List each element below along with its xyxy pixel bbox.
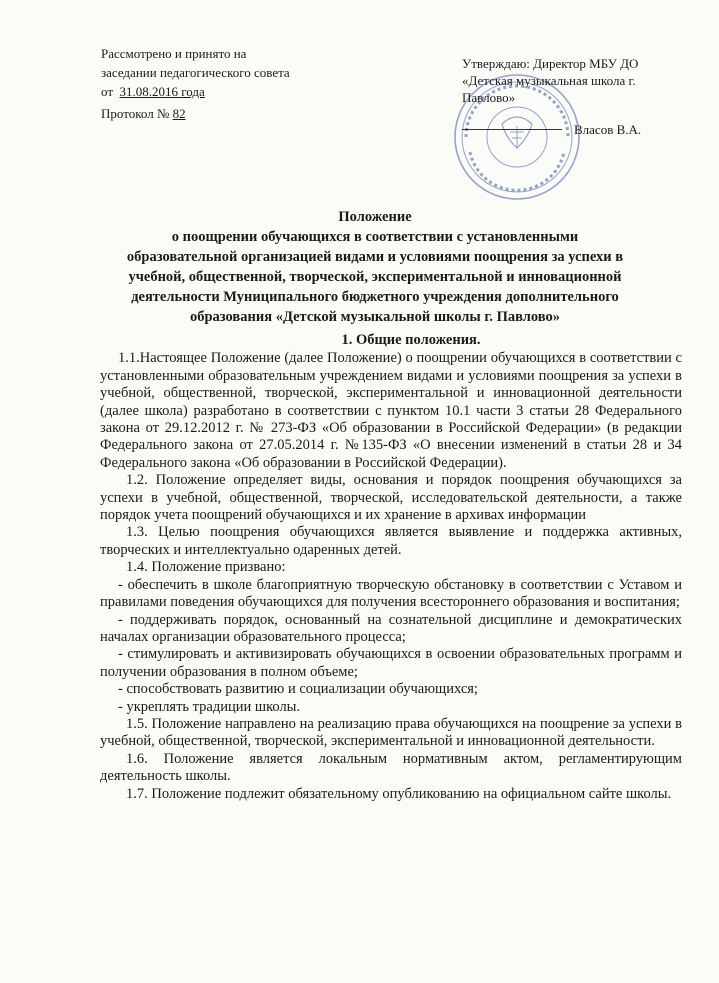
- approval-left-line2: заседании педагогического совета: [101, 65, 290, 80]
- paragraph-1-1: 1.1.Настоящее Положение (далее Положение) о поощрении обучающихся в соответствии с установленными образовательным учреждением видами и условиями поощрения за успехи в учебной, общественной, творческой, экспериментальной и инновационной деятельности (далее школа) разработано в соответствии с пунктом 10.1 части 3 статьи 28 Федерального закона от 29.12.2012 г. № 273-ФЗ «Об образовании в Российской Федерации» (в редакции Федерального закона от 27.05.2014 г. №135-ФЗ «О внесении изменений в статьи 28 и 34 Федерального закона «Об образовании в Российской Федерации).: [100, 350, 682, 471]
- signer-name: Власов В.А.: [574, 122, 642, 137]
- list-item-4: - способствовать развитию и социализации обучающихся;: [118, 681, 478, 698]
- protocol-prefix: Протокол №: [101, 106, 170, 121]
- paragraph-1-2: 1.2. Положение определяет виды, основания и порядок поощрения обучающихся за успехи в учебной, общественной, творческой, исследовательской деятельности, а также порядок учета поощрений обучающихся и их хранение в архивах информации: [100, 472, 682, 524]
- title-line5: деятельности Муниципального бюджетного учреждения дополнительного: [131, 289, 619, 305]
- approval-date-line: [101, 82, 331, 101]
- list-item-2: - поддерживать порядок, основанный на сознательной дисциплине и демократических началах организации образовательного процесса;: [100, 611, 682, 645]
- approval-right-line1: Утверждаю: Директор МБУ ДО: [462, 56, 639, 71]
- title-line4: учебной, общественной, творческой, экспериментальной и инновационной: [128, 269, 622, 285]
- paragraph-1-7: 1.7. Положение подлежит обязательному опубликованию на официальном сайте школы.: [126, 785, 672, 802]
- document-title: [100, 207, 650, 327]
- list-item-1: - обеспечить в школе благоприятную творческую обстановку в соответствии с Уставом и правилами поведения обучающихся для получения всестороннего образования и воспитания;: [100, 576, 682, 611]
- paragraph-1-4: 1.4. Положение призвано:: [126, 559, 286, 576]
- approval-date: 31.08.2016 года: [119, 84, 205, 99]
- signature-line: [462, 129, 562, 130]
- approval-right-line3: Павлово»: [462, 90, 516, 105]
- title-line3: образовательной организацией видами и условиями поощрения за успехи в: [126, 249, 624, 265]
- paragraph-1-6: 1.6. Положение является локальным нормативным актом, регламентирующим деятельность школы.: [100, 750, 682, 785]
- approval-block-left: [101, 44, 331, 101]
- paragraph-1-3: 1.3. Целью поощрения обучающихся является выявление и поддержка активных, творческих и интеллектуально одаренных детей.: [100, 524, 682, 558]
- title-line6: образования «Детской музыкальной школы г. Павлово»: [189, 309, 560, 325]
- approval-right-line2: «Детская музыкальная школа г.: [462, 73, 636, 88]
- list-item-5: - укреплять традиции школы.: [118, 698, 301, 715]
- approval-block-right: [462, 55, 692, 106]
- approval-left-line1: Рассмотрено и принято на: [101, 46, 247, 61]
- paragraph-1-5: 1.5. Положение направлено на реализацию права обучающихся на поощрение за успехи в учебной, общественной, творческой, экспериментальной и инновационной деятельности.: [100, 715, 682, 750]
- protocol-line: [101, 106, 186, 122]
- section-heading: 1. Общие положения.: [341, 332, 481, 348]
- document-body: [100, 332, 682, 803]
- list-item-3: - стимулировать и активизировать обучающихся в освоении образовательных программ и получении образования в полном объеме;: [100, 646, 682, 680]
- title-line1: Положение: [338, 209, 412, 225]
- protocol-number: 82: [172, 106, 186, 121]
- title-line2: о поощрении обучающихся в соответствии с установленными: [171, 229, 579, 245]
- approval-date-prefix: от: [101, 84, 114, 99]
